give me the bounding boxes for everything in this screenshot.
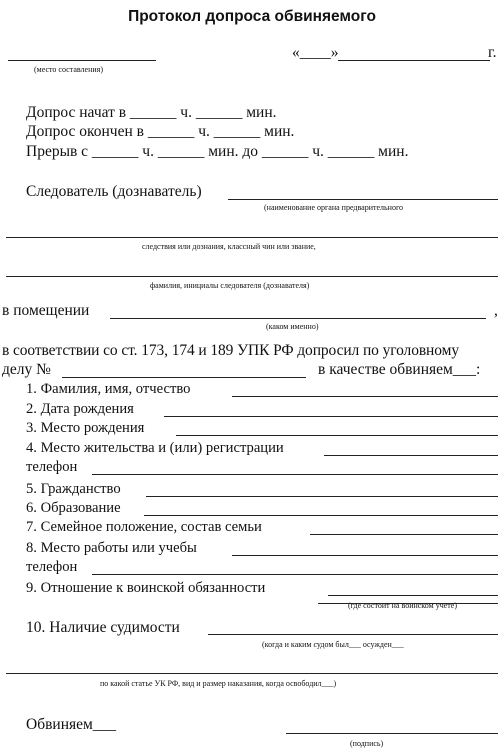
premises-label: в помещении (2, 302, 90, 319)
conviction-caption-1: (когда и каким судом был___ осужден___ (262, 640, 404, 649)
start-time-label: Допрос начат в ______ ч. ______ мин. (26, 104, 277, 121)
item-work: 8. Место работы или учебы (26, 540, 197, 556)
premises-line[interactable] (110, 318, 486, 319)
item-family: 7. Семейное положение, состав семьи (26, 519, 262, 535)
item-residence: 4. Место жительства и (или) регистрации (26, 440, 284, 456)
birth-date-line[interactable] (164, 416, 498, 417)
investigator-caption-3: фамилия, инициалы следователя (дознавателя) (150, 281, 310, 290)
item-military: 9. Отношение к воинской обязанности (26, 580, 266, 596)
military-line[interactable] (328, 595, 498, 596)
item-phone-2: телефон (26, 559, 78, 575)
place-caption: (место составления) (34, 65, 103, 74)
item-birth-place: 3. Место рождения (26, 420, 145, 436)
capacity-label: в качестве обвиняем___: (318, 361, 481, 378)
investigator-line-3[interactable] (6, 276, 498, 277)
conviction-caption-2: по какой статье УК РФ, вид и размер наказания, когда освободил___) (100, 679, 337, 688)
end-time-label: Допрос окончен в ______ ч. ______ мин. (26, 123, 295, 140)
citizenship-line[interactable] (146, 496, 498, 497)
phone-2-line[interactable] (92, 574, 498, 575)
date-month-line[interactable] (338, 60, 490, 61)
place-line[interactable] (8, 60, 156, 61)
date-day-field[interactable]: «____» (292, 44, 339, 61)
item-education: 6. Образование (26, 500, 121, 516)
item-citizenship: 5. Гражданство (26, 481, 121, 497)
birth-place-line[interactable] (176, 435, 498, 436)
signature-caption: (подпись) (350, 739, 384, 748)
investigator-label: Следователь (дознаватель) (26, 183, 202, 200)
break-time-label: Прерыв с ______ ч. ______ мин. до ______ ч. ______ мин. (26, 143, 409, 160)
premises-comma: , (494, 302, 498, 319)
signature-line[interactable] (286, 733, 498, 734)
investigator-line[interactable] (228, 199, 498, 200)
item-full-name: 1. Фамилия, имя, отчество (26, 381, 191, 397)
phone-1-line[interactable] (92, 474, 498, 475)
full-name-line[interactable] (232, 396, 498, 397)
case-number-label: делу № (2, 361, 51, 378)
document-title: Протокол допроса обвиняемого (128, 8, 376, 25)
year-suffix: г. (488, 44, 497, 61)
intro-line-1: в соответствии со ст. 173, 174 и 189 УПК РФ допросил по уголовному (2, 342, 459, 359)
conviction-label: 10. Наличие судимости (26, 619, 180, 636)
work-line[interactable] (232, 555, 498, 556)
residence-line[interactable] (324, 455, 498, 456)
military-caption: (где состоит на воинском учете) (348, 601, 457, 610)
premises-caption: (каком именно) (266, 322, 319, 331)
investigator-caption-2: следствия или дознания, классный чин или звание, (142, 242, 316, 251)
case-number-line[interactable] (62, 377, 306, 378)
education-line[interactable] (144, 515, 498, 516)
item-phone-1: телефон (26, 459, 78, 475)
conviction-line[interactable] (208, 634, 498, 635)
signature-label: Обвиняем___ (26, 716, 117, 733)
item-birth-date: 2. Дата рождения (26, 401, 134, 417)
investigator-caption-1: (наименование органа предварительного (264, 203, 404, 212)
investigator-line-2[interactable] (6, 237, 498, 238)
conviction-line-2[interactable] (6, 673, 498, 674)
family-line[interactable] (310, 534, 498, 535)
